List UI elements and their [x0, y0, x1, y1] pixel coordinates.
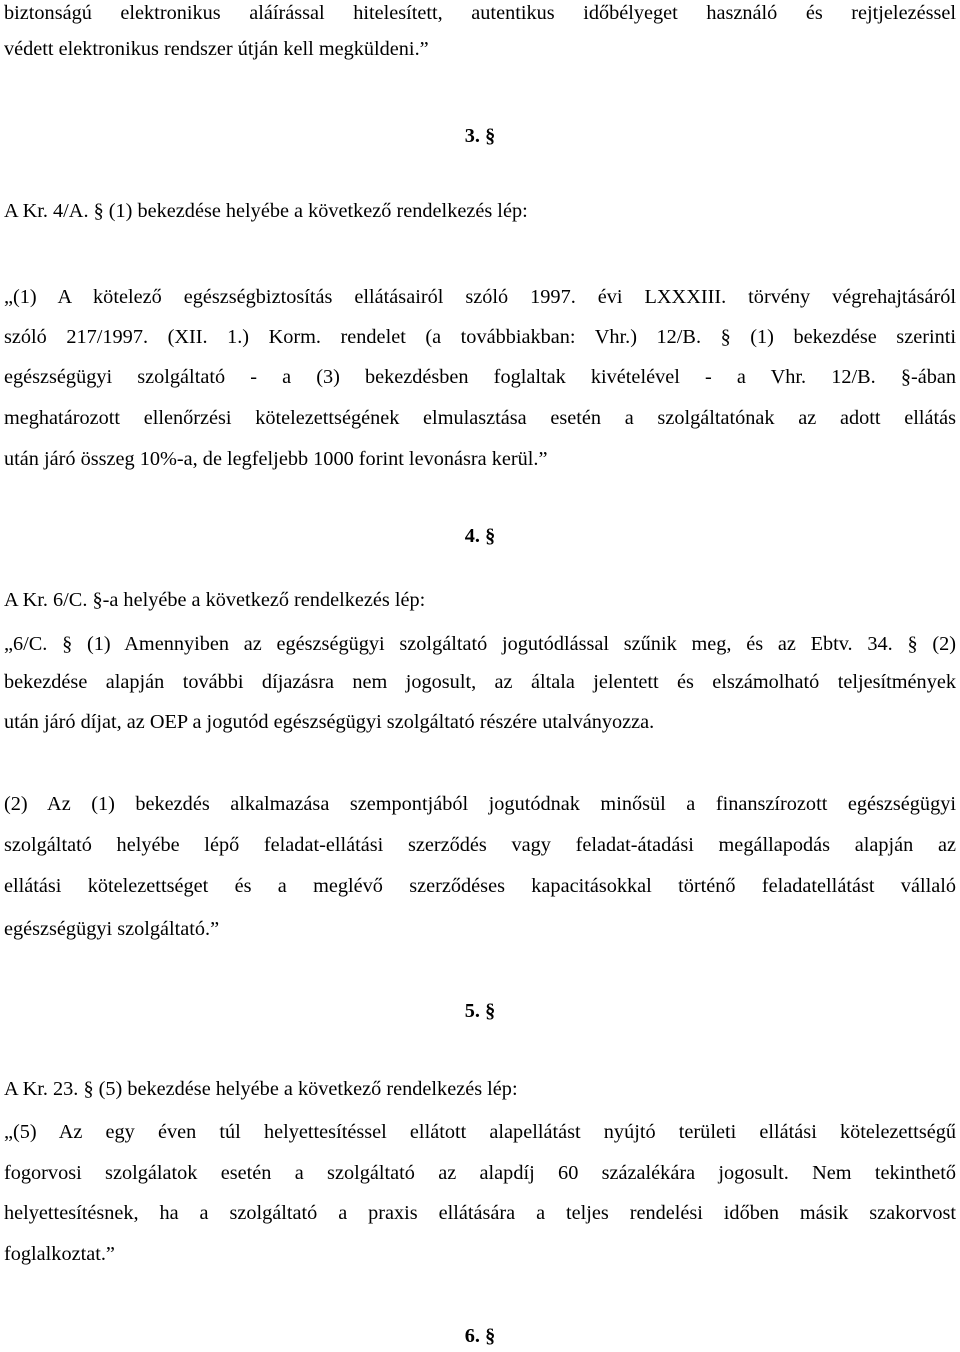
- paragraph-line: „(5) Az egy éven túl helyettesítéssel ellátott alapellátást nyújtó területi ellátási kötelezettségű: [4, 1121, 956, 1143]
- paragraph-line: egészségügyi szolgáltató - a (3) bekezdésben foglaltak kivételével - a Vhr. 12/B. §-ában: [4, 366, 956, 388]
- section-intro: A Kr. 23. § (5) bekezdése helyébe a következő rendelkezés lép:: [4, 1078, 518, 1100]
- paragraph-line: foglalkoztat.”: [4, 1243, 115, 1265]
- paragraph-line: szolgáltató helyébe lépő feladat-ellátási szerződés vagy feladat-átadási megállapodás alapján az: [4, 834, 956, 856]
- paragraph-line: „(1) A kötelező egészségbiztosítás ellátásairól szóló 1997. évi LXXXIII. törvény végrehajtásáról: [4, 286, 956, 308]
- paragraph-line: helyettesítésnek, ha a szolgáltató a praxis ellátására a teljes rendelési időben másik szakorvost: [4, 1202, 956, 1224]
- paragraph-line: biztonságú elektronikus aláírással hitelesített, autentikus időbélyeget használó és rejtjelezéssel: [4, 2, 956, 24]
- paragraph-line: fogorvosi szolgálatok esetén a szolgáltató az alapdíj 60 százalékára jogosult. Nem tekinthető: [4, 1162, 956, 1184]
- section-heading: 4. §: [464, 525, 496, 547]
- section-heading: 3. §: [464, 125, 496, 147]
- section-heading: 6. §: [464, 1325, 496, 1347]
- paragraph-line: bekezdése alapján további díjazásra nem jogosult, az általa jelentett és elszámolható teljesítmények: [4, 671, 956, 693]
- paragraph-line: „6/C. § (1) Amennyiben az egészségügyi szolgáltató jogutódlással szűnik meg, és az Ebtv. 34. § (2): [4, 633, 956, 655]
- paragraph-line: egészségügyi szolgáltató.”: [4, 918, 220, 940]
- paragraph-line: után járó díjat, az OEP a jogutód egészségügyi szolgáltató részére utalványozza.: [4, 711, 655, 733]
- section-intro: A Kr. 4/A. § (1) bekezdése helyébe a következő rendelkezés lép:: [4, 200, 528, 222]
- section-intro: A Kr. 6/C. §-a helyébe a következő rendelkezés lép:: [4, 589, 426, 611]
- paragraph-line: meghatározott ellenőrzési kötelezettségének elmulasztása esetén a szolgáltatónak az adott ellátás: [4, 407, 956, 429]
- paragraph-line: védett elektronikus rendszer útján kell megküldeni.”: [4, 38, 429, 60]
- section-heading: 5. §: [464, 1000, 496, 1022]
- paragraph-line: ellátási kötelezettséget és a meglévő szerződéses kapacitásokkal történő feladatellátást vállaló: [4, 875, 956, 897]
- paragraph-line: után járó összeg 10%-a, de legfeljebb 1000 forint levonásra kerül.”: [4, 448, 548, 470]
- paragraph-line: szóló 217/1997. (XII. 1.) Korm. rendelet (a továbbiakban: Vhr.) 12/B. § (1) bekezdése szerinti: [4, 326, 956, 348]
- paragraph-line: (2) Az (1) bekezdés alkalmazása szempontjából jogutódnak minősül a finanszírozott egészségügyi: [4, 793, 956, 815]
